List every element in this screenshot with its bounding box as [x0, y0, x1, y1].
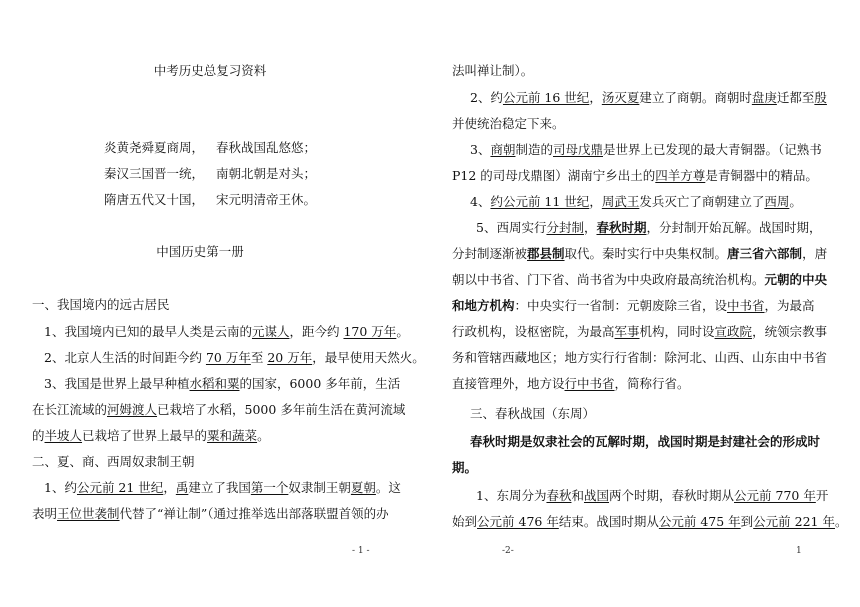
text: 已栽培了世界上最早的	[82, 428, 208, 443]
key-term: 盘庚	[751, 90, 777, 105]
key-term: 禹	[175, 480, 189, 495]
bold-term: 和地方机构	[452, 298, 515, 313]
text: 结束。战国时期从	[558, 514, 659, 529]
text: 是青铜器中的精品。	[705, 168, 818, 183]
text: 。这	[375, 480, 401, 495]
key-term: 约公元前 11 世纪	[490, 194, 590, 209]
text: ，统领宗教事	[752, 324, 828, 339]
page-number: -2-	[502, 546, 514, 556]
key-term: 行中书省	[564, 376, 615, 391]
text: 。	[257, 428, 270, 443]
corner-page-number: 1	[796, 546, 802, 556]
key-term: 王位世袭制	[57, 506, 120, 521]
key-term: 春秋	[546, 488, 572, 503]
text: 4、	[470, 194, 491, 209]
text: 迁都至	[776, 90, 815, 105]
text: 建立了商朝。商朝时	[639, 90, 752, 105]
poem-half: 宋元明清帝王休。	[215, 192, 316, 207]
text: 到	[740, 514, 754, 529]
bold-paragraph: 期。	[452, 460, 478, 475]
text: 直接管理外，地方设	[452, 376, 565, 391]
text: ：中央实行一省制：元朝废除三省，设	[514, 298, 728, 313]
key-term: 70 万年	[205, 350, 251, 365]
poem-half: 炎黄尧舜夏商周，	[104, 140, 205, 155]
section-heading: 二、夏、商、西周奴隶制王朝	[32, 454, 195, 469]
key-term: 中书省	[727, 298, 765, 313]
key-term: 商朝	[490, 142, 516, 157]
paragraph	[44, 480, 401, 496]
poem-line	[104, 192, 316, 208]
key-term: 夏朝	[350, 480, 376, 495]
text: ，唐	[802, 246, 828, 261]
key-term: 公元前 21 世纪	[76, 480, 164, 495]
section-heading: 三、春秋战国（东周）	[470, 406, 596, 421]
text: 取代。秦时实行中央集权制。	[564, 246, 728, 261]
key-term: 春秋时期	[596, 220, 647, 235]
paragraph	[476, 488, 828, 504]
text: ，	[589, 90, 602, 105]
text: 1、东周分为	[476, 488, 547, 503]
paragraph-line	[452, 168, 818, 184]
key-term: 元谋人	[251, 324, 290, 339]
key-term: 西周	[764, 194, 790, 209]
text: 3、	[470, 142, 491, 157]
key-term: 周武王	[601, 194, 640, 209]
text: 始到	[452, 514, 478, 529]
text: 两个时期，春秋时期从	[609, 488, 735, 503]
text: 发兵灭亡了商朝建立了	[639, 194, 765, 209]
text: 在长江流域的	[32, 402, 108, 417]
text: 表明	[32, 506, 58, 521]
book-title: 中国历史第一册	[156, 244, 244, 259]
text: 建立了我国	[188, 480, 251, 495]
text: ，距今约	[289, 324, 344, 339]
text: 制造的	[515, 142, 553, 157]
key-term: 公元前 475 年	[658, 514, 741, 529]
text: 行政机构，设枢密院，为最高	[452, 324, 615, 339]
section-heading: 一、我国境内的远古居民	[32, 297, 170, 312]
text: 朝以中书省、门下省、尚书省为中央政府最高统治机构。	[452, 272, 765, 287]
paragraph-line	[32, 428, 270, 444]
paragraph-line	[452, 298, 815, 314]
paragraph-line	[452, 376, 690, 392]
poem-line	[104, 140, 316, 156]
text: 1、我国境内已知的最早人类是云南的	[44, 324, 252, 339]
key-term: 第一个	[250, 480, 289, 495]
poem-half: 秦汉三国晋一统，	[104, 166, 205, 181]
paragraph	[44, 350, 425, 366]
key-term: 河姆渡人	[107, 402, 158, 417]
paragraph	[44, 376, 400, 392]
key-term: 粟和蔬菜	[207, 428, 258, 443]
text: 已栽培了水稻，5000 多年前生活在黄河流域	[157, 402, 406, 417]
text: 是世界上已发现的最大青铜器。（记熟书	[603, 142, 822, 157]
poem-line	[104, 166, 316, 182]
paragraph-line: 并使统治稳定下来。	[452, 116, 565, 131]
text: ，	[163, 480, 176, 495]
paragraph-line: 法叫禅让制）。	[452, 63, 534, 78]
paragraph-line	[32, 402, 405, 418]
key-term: 宣政院	[714, 324, 753, 339]
paragraph-line	[32, 506, 389, 522]
text: ，	[589, 194, 602, 209]
text: 的国家，6000 多年前，生活	[239, 376, 401, 391]
key-term: 公元前 221 年	[753, 514, 835, 529]
poem-half: 南朝北朝是对头；	[215, 166, 316, 181]
paragraph-line	[452, 246, 827, 262]
text: ，最早使用天然火。	[312, 350, 425, 365]
text: ，	[583, 220, 597, 235]
paragraph	[44, 324, 409, 340]
key-term: 水稻和粟	[189, 376, 240, 391]
text: 。	[789, 194, 802, 209]
text: 分封制逐渐被	[452, 246, 528, 261]
paragraph	[470, 194, 802, 210]
bold-paragraph: 春秋时期是奴隶社会的瓦解时期，战国时期是封建社会的形成时	[470, 434, 821, 449]
paragraph-line	[452, 514, 848, 530]
text: 。	[834, 514, 848, 529]
bold-term: 元朝的中央	[764, 272, 828, 287]
text: 和	[571, 488, 584, 503]
text: 5、西周实行	[476, 220, 547, 235]
key-term: 殷	[814, 90, 827, 105]
text: 奴隶制王朝	[288, 480, 351, 495]
key-term: 公元前 770 年	[734, 488, 816, 503]
text: ，为最高	[764, 298, 815, 313]
paragraph	[470, 142, 822, 158]
text: 机构，同时设	[639, 324, 715, 339]
doc-title: 中考历史总复习资料	[153, 63, 267, 78]
paragraph-line	[452, 324, 827, 340]
text: 2、北京人生活的时间距今约	[44, 350, 206, 365]
key-term: 公元前 16 世纪	[502, 90, 590, 105]
bold-term: 唐三省六部制	[727, 246, 803, 261]
key-term: 20 万年	[267, 350, 313, 365]
text: P12 的司母戊鼎图）湖南宁乡出土的	[452, 168, 656, 183]
paragraph	[476, 220, 822, 236]
key-term: 司母戊鼎	[552, 142, 603, 157]
paragraph-line	[452, 272, 827, 288]
text: ，分封制开始瓦解。战国时期，	[646, 220, 822, 235]
key-term: 分封制	[546, 220, 584, 235]
text: 代替了“禅让制”（通过推举选出部落联盟首领的办	[119, 506, 389, 521]
text: 2、约	[470, 90, 503, 105]
key-term: 170 万年	[343, 324, 397, 339]
paragraph	[470, 90, 827, 106]
key-term: 四羊方尊	[655, 168, 706, 183]
text: ，简称行省。	[614, 376, 690, 391]
poem-half: 隋唐五代又十国，	[104, 192, 205, 207]
key-term: 军事	[614, 324, 640, 339]
text: 的	[32, 428, 45, 443]
key-term: 战国	[583, 488, 609, 503]
text: 1、约	[44, 480, 77, 495]
page-number: - 1 -	[352, 546, 370, 556]
text: 3、我国是世界上最早种植	[44, 376, 190, 391]
paragraph-line: 务和管辖西藏地区；地方实行行省制：除河北、山西、山东由中书省	[452, 350, 828, 365]
text: 开	[815, 488, 829, 503]
text: 。	[396, 324, 409, 339]
text: 至	[250, 350, 268, 365]
key-term: 郡县制	[527, 246, 565, 261]
poem-half: 春秋战国乱悠悠；	[215, 140, 316, 155]
key-term: 汤灭夏	[601, 90, 640, 105]
key-term: 半坡人	[44, 428, 83, 443]
key-term: 公元前 476 年	[477, 514, 559, 529]
